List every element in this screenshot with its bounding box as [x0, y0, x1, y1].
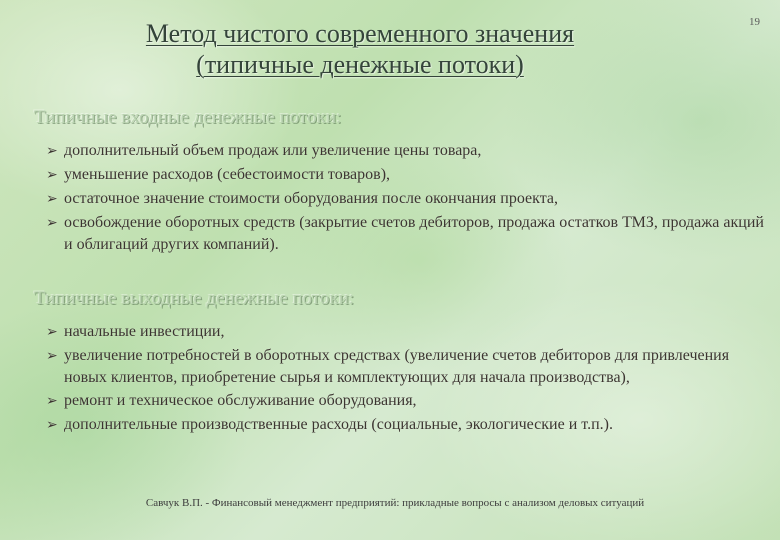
list-item: ➢ начальные инвестиции,: [46, 321, 764, 343]
outflows-list: [46, 321, 764, 438]
arrow-bullet-icon: ➢: [46, 325, 58, 340]
list-item: ➢ дополнительный объем продаж или увеличение цены товара,: [46, 140, 764, 162]
slide-title: [60, 18, 660, 80]
inflows-heading: Типичные входные денежные потоки:: [34, 107, 342, 128]
footer-citation: Савчук В.П. - Финансовый менеджмент предприятий: прикладные вопросы с анализом деловых ситуаций: [145, 497, 645, 509]
outflows-heading: Типичные выходные денежные потоки:: [34, 288, 355, 309]
list-item: ➢ ремонт и техническое обслуживание оборудования,: [46, 390, 764, 412]
list-item: ➢ увеличение потребностей в оборотных средствах (увеличение счетов дебиторов для привлечения новых клиентов, приобретение сырья и комплектующих для начала производства),: [46, 347, 730, 386]
arrow-bullet-icon: ➢: [46, 192, 58, 207]
title-line-2: (типичные денежные потоки): [196, 50, 524, 79]
arrow-bullet-icon: ➢: [46, 349, 58, 364]
arrow-bullet-icon: ➢: [46, 216, 58, 231]
list-item: ➢ уменьшение расходов (себестоимости товаров),: [46, 164, 764, 186]
inflows-list: [46, 140, 764, 257]
arrow-bullet-icon: ➢: [46, 394, 58, 409]
list-item: ➢ освобождение оборотных средств (закрытие счетов дебиторов, продажа остатков ТМЗ, продажа акций и облигаций других компаний).: [46, 214, 764, 253]
title-line-1: Метод чистого современного значения: [145, 19, 575, 48]
arrow-bullet-icon: ➢: [46, 144, 58, 159]
arrow-bullet-icon: ➢: [46, 418, 58, 433]
arrow-bullet-icon: ➢: [46, 168, 58, 183]
list-item: ➢ дополнительные производственные расходы (социальные, экологические и т.п.).: [46, 414, 764, 436]
list-item: ➢ остаточное значение стоимости оборудования после окончания проекта,: [46, 188, 764, 210]
page-number: 19: [749, 16, 760, 28]
